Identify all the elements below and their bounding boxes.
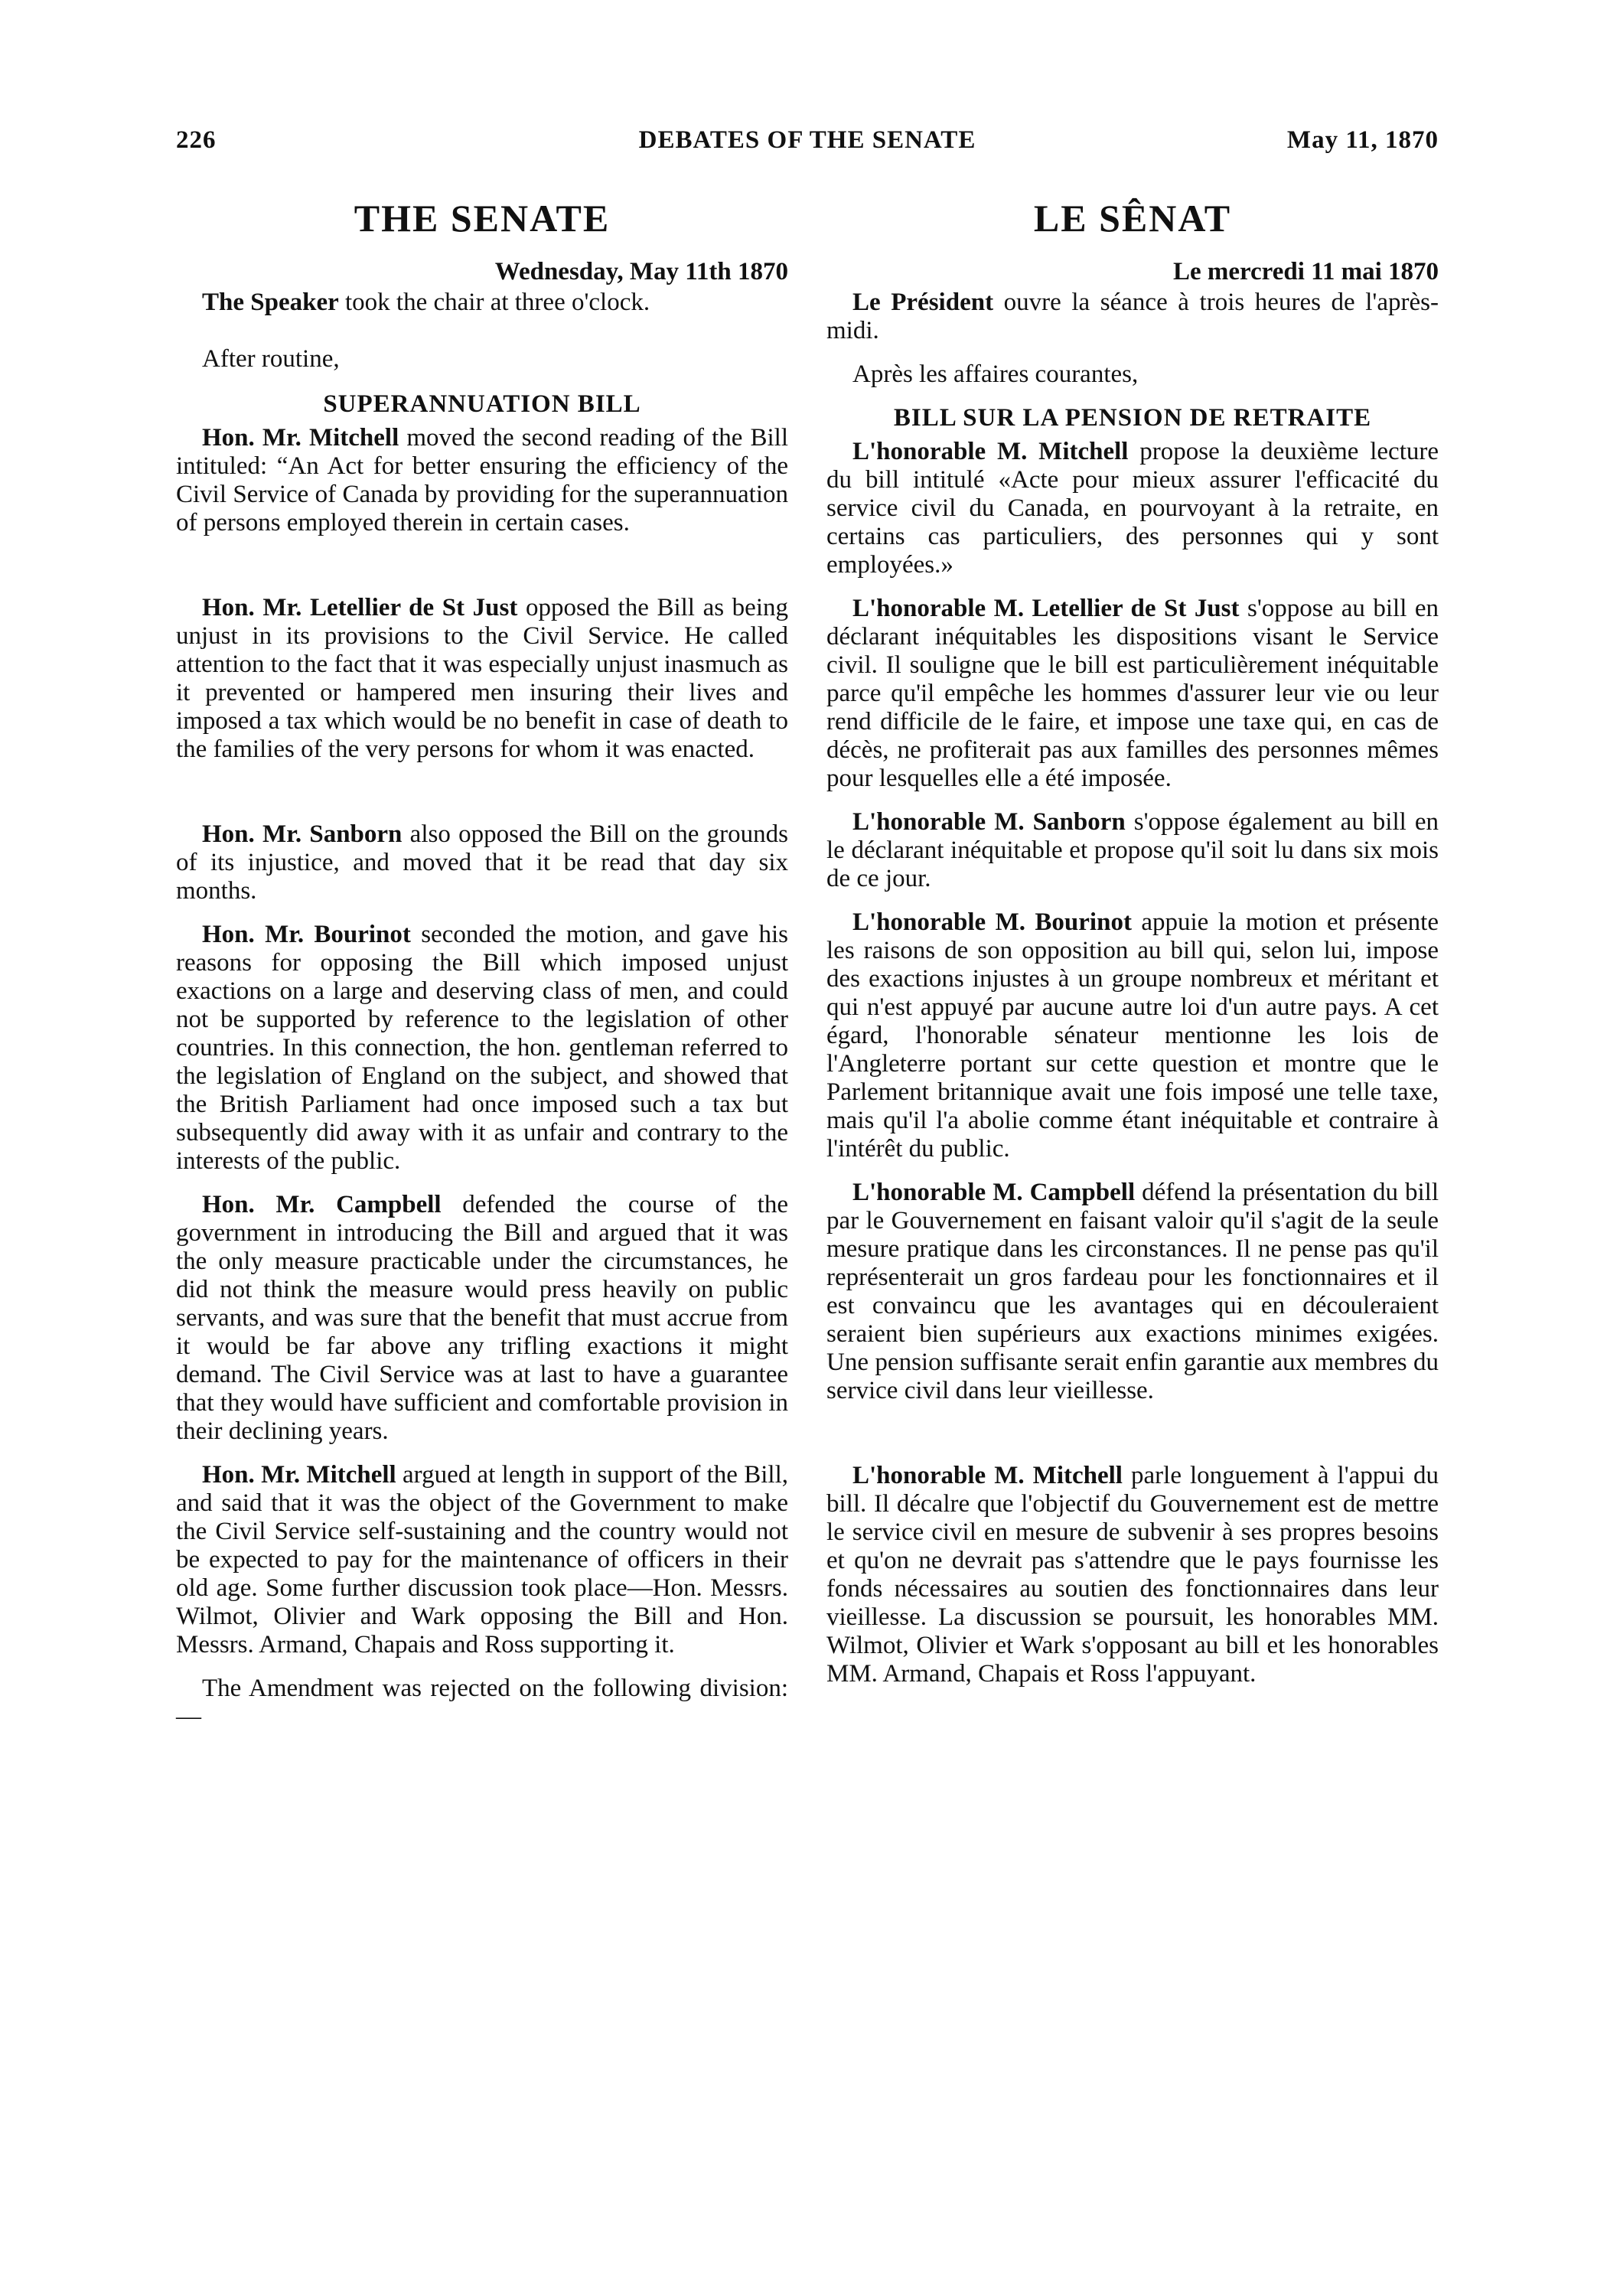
english-column bbox=[176, 188, 788, 1731]
french-paragraph bbox=[826, 595, 1439, 793]
french-speaker: L'honorable M. Campbell bbox=[852, 1179, 1136, 1206]
french-paragraph-text: défend la présentation du bill par le Gouvernement en faisant valoir qu'il s'agit de la seule mesure pratique dans les circonstances. Il ne pense pas qu'il représenterait un gros fardeau pour les fonctionnaires et il est convaincu que les avantages qui en découleraient seraient bien supérieurs aux exactions minimes exigées. Une pension suffisante serait enfin garantie aux membres du service civil dans leur vieillesse. bbox=[826, 1179, 1439, 1404]
english-bill-title: SUPERANNUATION BILL bbox=[323, 390, 641, 418]
french-speaker: L'honorable M. Bourinot bbox=[852, 908, 1132, 936]
french-speaker: L'honorable M. Mitchell bbox=[852, 1462, 1123, 1489]
english-speaker-text: took the chair at three o'clock. bbox=[338, 289, 650, 316]
english-paragraph bbox=[176, 424, 788, 537]
english-paragraph-text: opposed the Bill as being unjust in its provisions to the Civil Service. He called attention to the fact that it was especially unjust inasmuch as it prevented or hampered men insuring their lives and imposed a tax which would be no benefit in case of death to the families of the very persons for whom it was enacted. bbox=[176, 594, 788, 763]
running-date: May 11, 1870 bbox=[1286, 126, 1439, 154]
french-paragraph-text: appuie la motion et présente les raisons de son opposition au bill qui, selon lui, impose des exactions injustes à un groupe nombreux et méritant et qui n'est appuyé par aucune autre loi d'un autre pays. A cet égard, l'honorable sénateur mentionne les lois de l'Angleterre portant sur cette question et montre que le Parlement britannique avait une fois imposé une telle taxe, mais qu'il l'a abolie comme étant inéquitable et contraire à l'intérêt du public. bbox=[826, 908, 1439, 1163]
english-paragraph-text: also opposed the Bill on the grounds of its injustice, and moved that it be read that day six months. bbox=[176, 820, 788, 905]
english-routine: After routine, bbox=[202, 345, 340, 373]
french-paragraph-text: s'oppose au bill en déclarant inéquitables les dispositions visant le Service civil. Il souligne que le bill est particulièrement inéquitable parce qu'il empêche les hommes d'assurer leur vie ou leur rend difficile de le faire, et impose une taxe qui, en cas de décès, ne profiterait pas aux familles des personnes mêmes pour lesquelles elle a été imposée. bbox=[826, 595, 1439, 792]
running-title: DEBATES OF THE SENATE bbox=[638, 126, 976, 154]
french-routine: Après les affaires courantes, bbox=[852, 360, 1139, 388]
french-paragraph-text: s'oppose également au bill en le déclarant inéquitable et propose qu'il soit lu dans six mois de ce jour. bbox=[826, 808, 1439, 892]
running-header bbox=[176, 122, 1439, 158]
english-speaker-name: The Speaker bbox=[202, 289, 339, 316]
french-column bbox=[826, 188, 1439, 1688]
english-date-line: Wednesday, May 11th 1870 bbox=[494, 258, 788, 285]
french-speaker: L'honorable M. Sanborn bbox=[852, 808, 1126, 836]
english-paragraph bbox=[176, 820, 788, 905]
french-date-line: Le mercredi 11 mai 1870 bbox=[1172, 258, 1439, 285]
english-paragraph bbox=[176, 1191, 788, 1446]
french-speaker-text: ouvre la séance à trois heures de l'après-midi. bbox=[826, 289, 1439, 344]
english-paragraph-text: argued at length in support of the Bill, and said that it was the object of the Government to make the Civil Service self-sustaining and the country would not be expected to pay for the maintenance of officers in their old age. Some further discussion took place—Hon. Messrs. Wilmot, Olivier and Wark opposing the Bill and Hon. Messrs. Armand, Chapais and Ross supporting it. bbox=[176, 1461, 788, 1658]
english-paragraph-text: seconded the motion, and gave his reasons for opposing the Bill which imposed unjust exactions on a large and deserving class of men, and could not be supported by reference to the legislation of other countries. In this connection, the hon. gentleman referred to the legislation of England on the subject, and showed that the British Parliament had once imposed such a tax but subsequently did away with it as unfair and contrary to the interests of the public. bbox=[176, 921, 788, 1175]
french-speaker-name: Le Président bbox=[852, 289, 994, 316]
english-speaker: Hon. Mr. Letellier de St Just bbox=[202, 594, 518, 621]
english-closing: The Amendment was rejected on the following division:— bbox=[176, 1675, 788, 1730]
english-paragraph bbox=[176, 921, 788, 1176]
english-paragraph bbox=[176, 594, 788, 764]
french-paragraph bbox=[826, 438, 1439, 579]
french-paragraph bbox=[826, 908, 1439, 1163]
english-heading: THE SENATE bbox=[354, 197, 611, 240]
page-number: 226 bbox=[176, 126, 217, 154]
french-paragraph-text: propose la deuxième lecture du bill intitulé «Acte pour mieux assurer l'efficacité du service civil du Canada, en pourvoyant à la retraite, en certains cas particuliers, des personnes qui y sont employées.» bbox=[826, 438, 1439, 579]
english-paragraph-text: defended the course of the government in introducing the Bill and argued that it was the only measure practicable under the circumstances, he did not think the measure would press heavily on public servants, and was sure that the benefit that must accrue from it would be far above any trifling exactions it might demand. The Civil Service was at last to have a guarantee that they would have sufficient and comfortable provision in their declining years. bbox=[176, 1191, 788, 1445]
english-paragraph-text: moved the second reading of the Bill intituled: “An Act for better ensuring the efficiency of the Civil Service of Canada by providing for the superannuation of persons employed therein in certain cases. bbox=[176, 424, 789, 536]
english-paragraph bbox=[176, 1461, 788, 1659]
french-paragraph bbox=[826, 1462, 1439, 1688]
english-speaker: Hon. Mr. Mitchell bbox=[202, 424, 399, 452]
english-speaker: Hon. Mr. Campbell bbox=[202, 1191, 442, 1218]
english-speaker: Hon. Mr. Mitchell bbox=[202, 1461, 396, 1489]
french-paragraph-text: parle longuement à l'appui du bill. Il décalre que l'objectif du Gouvernement est de mettre le service civil en mesure de subvenir à ses propres besoins et qu'on ne devrait pas s'attendre que le pays fournisse les fonds nécessaires au soutien des fonctionnaires dans leur vieillesse. La discussion se poursuit, les honorables MM. Wilmot, Olivier et Wark s'opposant au bill et les honorables MM. Armand, Chapais et Ross l'appuyant. bbox=[826, 1462, 1439, 1688]
french-speaker-line bbox=[826, 289, 1439, 345]
french-paragraph bbox=[826, 1179, 1439, 1405]
english-speaker: Hon. Mr. Sanborn bbox=[202, 820, 403, 848]
french-paragraph bbox=[826, 808, 1439, 893]
french-speaker: L'honorable M. Letellier de St Just bbox=[852, 595, 1240, 622]
english-speaker: Hon. Mr. Bourinot bbox=[202, 921, 411, 948]
french-bill-title: BILL SUR LA PENSION DE RETRAITE bbox=[893, 404, 1372, 432]
english-speaker-line bbox=[176, 289, 788, 317]
french-speaker: L'honorable M. Mitchell bbox=[852, 438, 1129, 465]
french-heading: LE SÊNAT bbox=[1033, 197, 1232, 240]
